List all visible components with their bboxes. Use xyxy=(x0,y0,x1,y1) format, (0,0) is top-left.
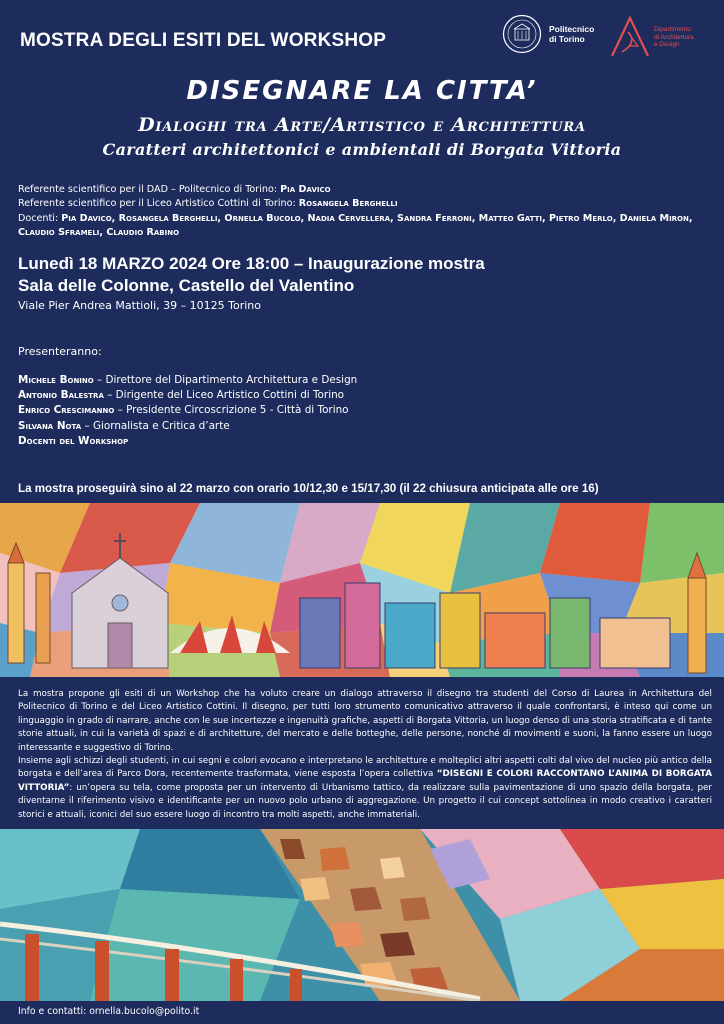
credit-line-dad: Referente scientifico per il DAD – Politecnico di Torino: Pia Davico xyxy=(18,184,331,195)
polito-logo xyxy=(502,14,602,58)
description-paragraph-1: La mostra propone gli esiti di un Workshop che ha voluto creare un dialogo attraverso il disegno tra studenti del Corso di Laurea in Architettura del Politecnico di Torino e del Liceo Artistico Cottini. Il disegno, per tutti loro strumento comunicativo attraverso il quale confrontarsi, è inteso qui come un linguaggio in grado di narrare, anche con le sue incertezze e ingenuità grafiche, aspetti di Borgata Vittoria, un luogo denso di una storia stratificata e di tante storie attuali, in cui la varietà di spazi e di architetture, del mercato e delle botteghe, delle persone, nonché di movimenti e suoni, la fanno essere un luogo interessante e suggestivo di Torino. xyxy=(18,689,712,753)
dad-mark-icon xyxy=(608,12,652,62)
dad-logo-line3: e Design xyxy=(654,41,680,48)
event-date: Lunedì 18 MARZO 2024 Ore 18:00 – Inaugurazione mostra xyxy=(18,254,485,273)
exhibit-dates-note: La mostra proseguirà sino al 22 marzo con orario 10/12,30 e 15/17,30 (il 22 chiusura anticipata alle ore 16) xyxy=(18,482,599,495)
main-title: DISEGNARE LA CITTA’ xyxy=(186,76,538,106)
presenter-item: Antonio Balestra – Dirigente del Liceo Artistico Cottini di Torino xyxy=(18,389,345,402)
description-paragraph-2: Insieme agli schizzi degli studenti, in cui segni e colori evocano e interpretano le architetture e molteplici altri aspetti colti dal vivo del nucleo più antico della borgata e dell’area di Parco Dora, recentemente trasformata, viene esposta l’opera collettiva “DISEGNI E COLORI RACCONTANO L’ANIMA DI BORGATA VITTORIA”: un’opera su tela, come proposta per un intervento di Urbanismo tattico, da realizzare sulla pavimentazione di uno spazio della borgata, per diventarne il riferimento visivo e identificante per un nuovo polo urbano di aggregazione. Un progetto il cui concept sottolinea in modo creativo i caratteri storici e attuali, iconici del suo essere luogo di incontro tra molti aspetti, anche immateriali. xyxy=(18,756,712,820)
polito-seal-icon xyxy=(502,14,542,54)
dad-logo xyxy=(608,12,720,62)
description-block xyxy=(18,688,712,822)
footer-contact: Info e contatti: ornella.bucolo@polito.it xyxy=(18,1006,200,1017)
presenter-item: Michele Bonino – Direttore del Dipartimento Architettura e Design xyxy=(18,374,358,386)
artwork-cityscape xyxy=(0,503,724,677)
dad-logo-line2: di Architettura xyxy=(654,33,694,41)
polito-logo-line1: Politecnico xyxy=(549,24,595,34)
presenters-label: Presenteranno: xyxy=(18,345,102,358)
event-venue: Sala delle Colonne, Castello del Valentino xyxy=(18,276,355,295)
presenter-item: Silvana Nota – Giornalista e Critica d’arte xyxy=(18,419,230,432)
artwork-mosaic-bridge xyxy=(0,829,724,1001)
credits-block xyxy=(18,183,713,240)
dad-logo-line1: Dipartimento xyxy=(654,26,691,33)
presenter-item: Enrico Crescimanno – Presidente Circoscrizione 5 - Città di Torino xyxy=(18,404,349,417)
polito-logo-line2: di Torino xyxy=(549,34,585,44)
subtitle-secondary: Caratteri architettonici e ambientali di Borgata Vittoria xyxy=(102,140,622,159)
credit-line-docenti: Docenti: Pia Davico, Rosangela Berghelli, Ornella Bucolo, Nadia Cervellera, Sandra Ferroni, Matteo Gatti, Pietro Merlo, Daniela Miron, Claudio Sframeli, Claudio Rabino xyxy=(18,212,693,238)
credit-line-liceo: Referente scientifico per il Liceo Artistico Cottini di Torino: Rosangela Berghelli xyxy=(18,198,398,210)
presenters-list xyxy=(18,373,357,449)
event-address: Viale Pier Andrea Mattioli, 39 – 10125 Torino xyxy=(18,299,261,312)
header-title: MOSTRA DEGLI ESITI DEL WORKSHOP xyxy=(20,30,387,51)
presenter-item: Docenti del Workshop xyxy=(18,434,129,447)
subtitle: Dialoghi tra Arte/Artistico e Architettura xyxy=(138,114,586,136)
